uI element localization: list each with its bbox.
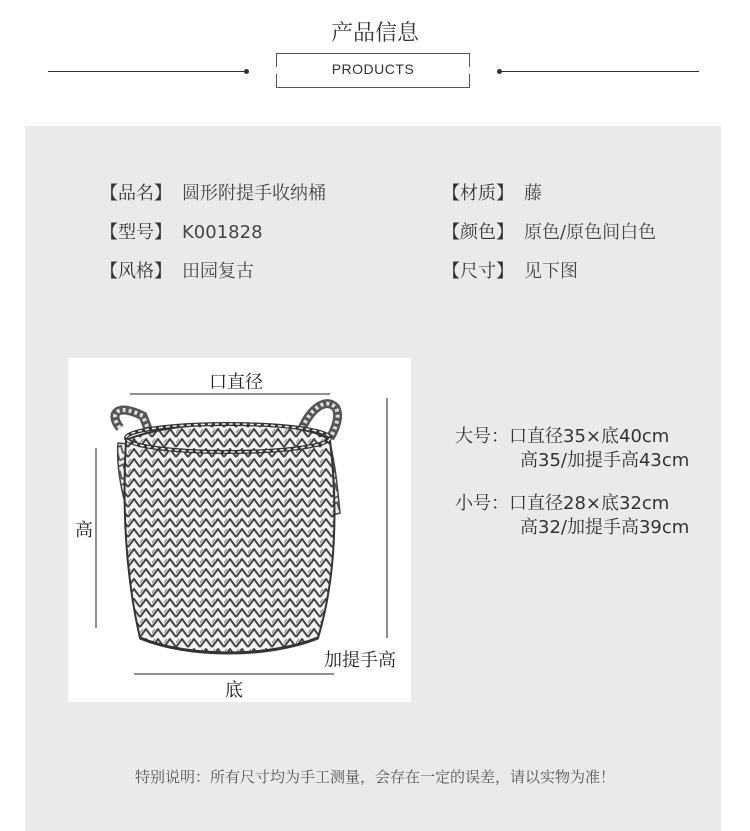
material-label: 【材质】 [442,183,514,204]
divider-dot-left [244,69,249,74]
info-row-color [442,218,656,244]
name-label: 【品名】 [100,183,172,204]
section-title: 产品信息 [330,21,419,46]
small-spec-line1: 小号：口直径28×底32cm [455,493,670,514]
height-label: 高 [75,520,93,541]
size-label: 【尺寸】 [442,261,514,282]
measurement-note: 特别说明：所有尺寸均为手工测量，会存在一定的误差，请以实物为准！ [134,768,615,786]
products-badge [276,53,470,88]
divider-left [48,71,246,72]
divider-right [499,71,699,72]
bottom-label: 底 [225,680,243,701]
large-spec-line2: 高35/加提手高43cm [520,450,690,471]
size-value: 见下图 [524,261,578,282]
mouth-diameter-label: 口直径 [209,372,263,393]
handle-height-label: 加提手高 [324,650,396,671]
large-spec-line1: 大号：口直径35×底40cm [455,426,670,447]
model-label: 【型号】 [100,222,172,243]
small-spec-line2: 高32/加提手高39cm [520,517,690,538]
info-row-style [100,257,254,283]
color-value: 原色/原色间白色 [524,222,657,243]
style-label: 【风格】 [100,261,172,282]
info-row-name [100,179,326,205]
info-row-model [100,218,263,244]
model-value: K001828 [182,222,263,243]
style-value: 田园复古 [182,261,254,282]
info-row-size [442,257,578,283]
info-row-material [442,179,542,205]
color-label: 【颜色】 [442,222,514,243]
material-value: 藤 [524,183,542,204]
products-label: PRODUCTS [331,61,415,77]
name-value: 圆形附提手收纳桶 [182,183,326,204]
